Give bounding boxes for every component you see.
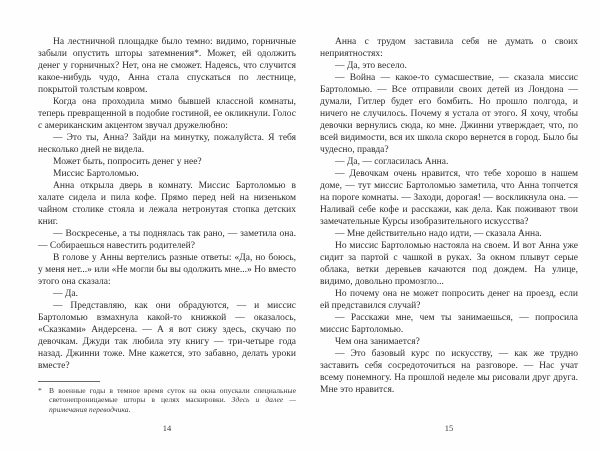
- paragraph: Миссис Бартоломью.: [53, 169, 139, 179]
- page-number-right: 15: [444, 423, 454, 433]
- paragraph: — Война — какое-то сумасшествие, — сказала миссис Бартоломью. — Все отправили своих детей из Лондона — думали, Гитлер будет его бомбить. Но прошло полгода, и ничего не случилось. Почему я устала от этого. Я хочу, чтобы девочки вернулись сюда, ко мне. Джинни утверждает, что, по всей видимости, вся их школа скоро вернется в город. Было бы чудесно, правда?: [320, 73, 578, 155]
- paragraph: — Да.: [53, 289, 78, 299]
- footnote-translator-note: Здесь и далее — примечания переводчика.: [49, 395, 296, 414]
- paragraph: Когда она проходила мимо бывшей классной комнаты, теперь превращенной в подобие гостиной, ее окликнули. Голос с американским акцентом звучал дружелюбно:: [38, 97, 296, 131]
- paragraph: Анна открыла дверь в комнату. Миссис Бартоломью в халате сидела и пила кофе. Прямо перед ней на низеньком чайном столике стояла и лежала нетронутая стопка детских книг.: [38, 181, 296, 227]
- paragraph: — Мне действительно надо идти, — сказала Анна.: [335, 229, 542, 239]
- paragraph: — Воскресенье, а ты поднялась так рано, — заметила она. — Собираешься навестить родителей?: [38, 229, 296, 251]
- paragraph: Чем она занимается?: [335, 337, 420, 347]
- paragraph: В голове у Анны вертелись разные ответы: «Да, но боюсь, у меня нет...» или «Не могли бы вы одолжить мне...» Но вместо этого она сказала:: [38, 253, 296, 287]
- paragraph: На лестничной площадке было темно: видимо, горничные забыли опустить шторы затемнения*. Может, ей одолжить денег у горничных? Нет, она не сможет. Надеясь, что случится какое-нибудь чудо, Анна стала спускаться по лестнице, покрытой толстым ковром.: [38, 37, 296, 95]
- paragraph: — Представляю, как они обрадуются, — и миссис Бартоломью взмахнула какой-то книжкой — оказалось, «Сказками» Андерсена. — А я вот сижу здесь, скучаю по девочкам. Джуди так любила эту книгу — три-четыре года назад. Джинни тоже. Мне кажется, это забавно, делать уроки вместе?: [38, 301, 296, 371]
- page-right-text: [320, 36, 578, 396]
- footnote-text: [38, 386, 296, 415]
- paragraph: — Это базовый курс по искусству, — как же трудно заставить себя сосредоточиться на разговоре. — Нас учат всему понемногу. На прошлой неделе мы рисовали друг друга. Мне это нравится.: [320, 349, 578, 395]
- paragraph: Но миссис Бартоломью настояла на своем. И вот Анна уже сидит за партой с чашкой в руках. За окном плывут серые облака, ветки деревьев качаются под дождем. На улице, видимо, довольно промозгло...: [320, 241, 578, 287]
- footnote: [38, 381, 296, 415]
- paragraph: Но почему она не может попросить денег на проезд, если ей представился случай?: [320, 289, 578, 311]
- paragraph: — Девочкам очень нравится, что тебе хорошо в нашем доме, — тут миссис Бартоломью заметила, что Анна топчется на пороге комнаты. — Заходи, дорогая! — воскликнула она. — Наливай себе кофе и расскажи, как дела. Как поживают твои замечательные Курсы изобразительного искусства?: [320, 169, 578, 227]
- page-right: [320, 36, 578, 450]
- paragraph: Может быть, попросить денег у нее?: [53, 157, 202, 167]
- paragraph: Анна с трудом заставила себя не думать о своих неприятностях:: [320, 37, 578, 59]
- paragraph: — Да, — согласилась Анна.: [335, 157, 449, 167]
- paragraph: — Расскажи мне, чем ты занимаешься, — попросила миссис Бартоломью.: [320, 313, 578, 335]
- paragraph: — Это ты, Анна? Зайди на минутку, пожалуйста. Я тебя несколько дней не видела.: [38, 133, 296, 155]
- footnote-body: В военные годы в темное время суток на окна опускали специальные светонепроницаемые шторы в целях маскировки.: [49, 385, 296, 404]
- page-number-left: 14: [162, 423, 172, 433]
- paragraph: — Да, это весело.: [335, 61, 407, 71]
- page-left: [38, 36, 296, 450]
- page-left-text: [38, 36, 296, 372]
- footnote-rule: [38, 381, 100, 382]
- footnote-marker: *: [38, 385, 42, 395]
